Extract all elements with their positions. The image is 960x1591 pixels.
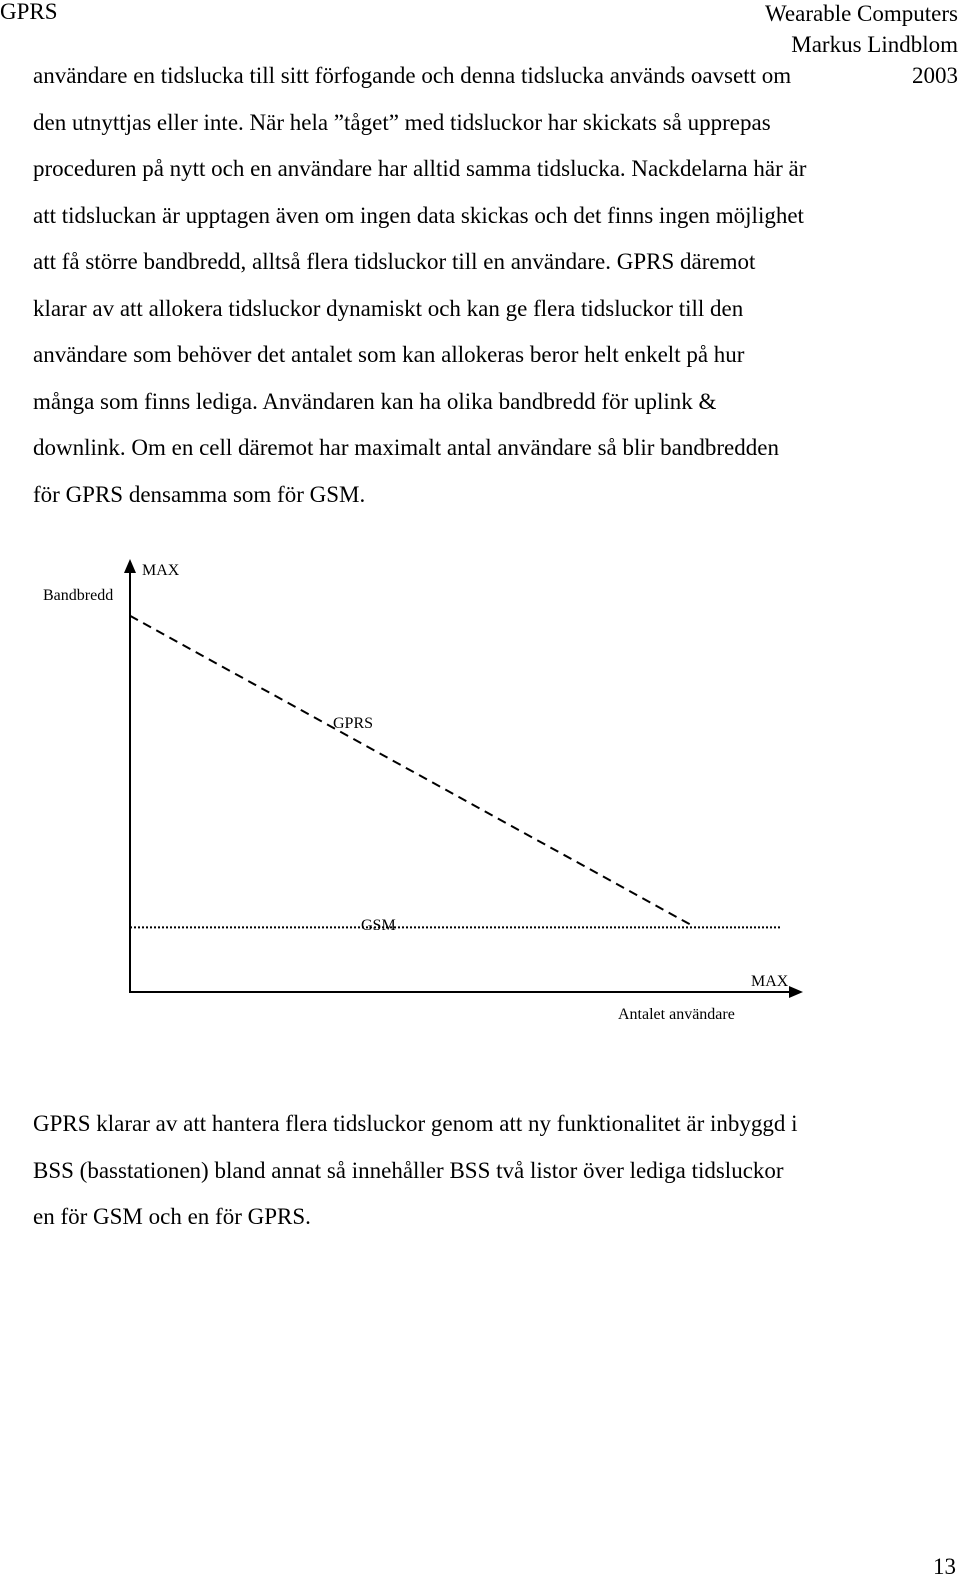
- text-line: klarar av att allokera tidsluckor dynamiskt och kan ge flera tidsluckor till den: [33, 295, 744, 321]
- gprs-series-line: [130, 616, 696, 928]
- gsm-label: GSM: [361, 917, 396, 934]
- text-line: användare som behöver det antalet som kan allokeras beror helt enkelt på hur: [33, 342, 745, 367]
- header-course: Wearable Computers: [765, 1, 958, 26]
- text-line: för GPRS densamma som för GSM.: [33, 481, 366, 507]
- x-max-label: MAX: [751, 973, 789, 990]
- y-max-label: MAX: [142, 562, 180, 579]
- x-axis-label: Antalet användare: [618, 1006, 735, 1023]
- text-line: många som finns lediga. Användaren kan ha olika bandbredd för uplink &: [33, 388, 717, 414]
- text-line: BSS (basstationen) bland annat så innehåller BSS två listor över lediga tidsluckor: [33, 1157, 784, 1183]
- body-paragraph-2: [33, 1101, 933, 1241]
- gprs-label: GPRS: [333, 715, 374, 732]
- text-line: proceduren på nytt och en användare har alltid samma tidslucka. Nackdelarna här är: [33, 156, 807, 181]
- y-axis-label: Bandbredd: [43, 587, 114, 604]
- text-line: GPRS klarar av att hantera flera tidsluckor genom att ny funktionalitet är inbyggd i: [33, 1111, 798, 1136]
- text-line: att tidsluckan är upptagen även om ingen data skickas och det finns ingen möjlighet: [33, 202, 804, 228]
- header-title: GPRS: [0, 0, 58, 24]
- text-line: användare en tidslucka till sitt förfogande och denna tidslucka används oavsett om: [33, 63, 792, 88]
- header-author: Markus Lindblom: [791, 32, 958, 57]
- header-year: 2003: [912, 63, 958, 88]
- x-axis-arrow-icon: [789, 986, 803, 998]
- page-number: 13: [933, 1554, 956, 1579]
- y-axis-arrow-icon: [124, 559, 136, 573]
- text-line: en för GSM och en för GPRS.: [33, 1204, 311, 1229]
- bandwidth-figure: [0, 540, 960, 1030]
- body-paragraph-1: [33, 53, 933, 518]
- text-line: att få större bandbredd, alltså flera tidsluckor till en användare. GPRS däremot: [33, 249, 756, 274]
- text-line: downlink. Om en cell däremot har maximalt antal användare så blir bandbredden: [33, 435, 779, 460]
- text-line: den utnyttjas eller inte. När hela ”tåget” med tidsluckor har skickats så upprepas: [33, 109, 771, 135]
